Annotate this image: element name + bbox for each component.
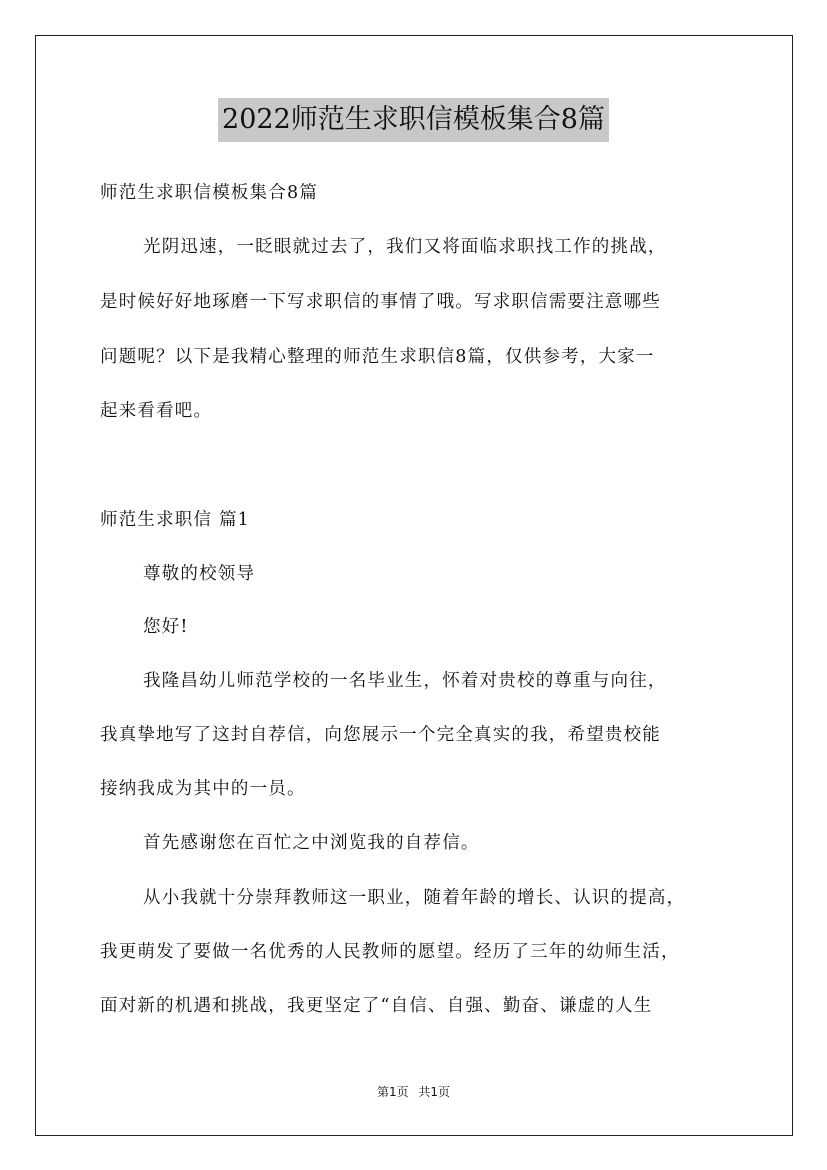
body-line-2: 我真挚地写了这封自荐信，向您展示一个完全真实的我，希望贵校能 xyxy=(100,725,661,745)
body-line-1: 我隆昌幼儿师范学校的一名毕业生，怀着对贵校的尊重与向往， xyxy=(143,671,667,691)
greeting: 您好! xyxy=(143,617,189,637)
section-heading: 师范生求职信 篇1 xyxy=(100,510,250,530)
body-line-7: 面对新的机遇和挑战，我更坚定了“自信、自强、勤奋、谦虚的人生 xyxy=(100,996,653,1016)
page-footer xyxy=(0,1084,827,1100)
document-subtitle: 师范生求职信模板集合8篇 xyxy=(100,183,319,203)
title-container xyxy=(0,98,827,142)
body-line-4: 首先感谢您在百忙之中浏览我的自荐信。 xyxy=(143,833,480,853)
body-line-6: 我更萌发了要做一名优秀的人民教师的愿望。经历了三年的幼师生活， xyxy=(100,942,680,962)
intro-line-1: 光阴迅速，一眨眼就过去了，我们又将面临求职找工作的挑战， xyxy=(143,237,667,257)
page-total: 共1页 xyxy=(418,1085,451,1099)
body-line-5: 从小我就十分崇拜教师这一职业，随着年龄的增长、认识的提高， xyxy=(143,888,686,908)
page-number: 第1页 xyxy=(376,1085,409,1099)
salutation: 尊敬的校领导 xyxy=(143,564,256,584)
intro-line-3: 问题呢？以下是我精心整理的师范生求职信8篇，仅供参考，大家一 xyxy=(100,347,655,367)
document-title: 2022师范生求职信模板集合8篇 xyxy=(218,98,609,142)
intro-line-4: 起来看看吧。 xyxy=(100,401,213,421)
body-line-3: 接纳我成为其中的一员。 xyxy=(100,779,306,799)
intro-line-2: 是时候好好地琢磨一下写求职信的事情了哦。写求职信需要注意哪些 xyxy=(100,292,661,312)
